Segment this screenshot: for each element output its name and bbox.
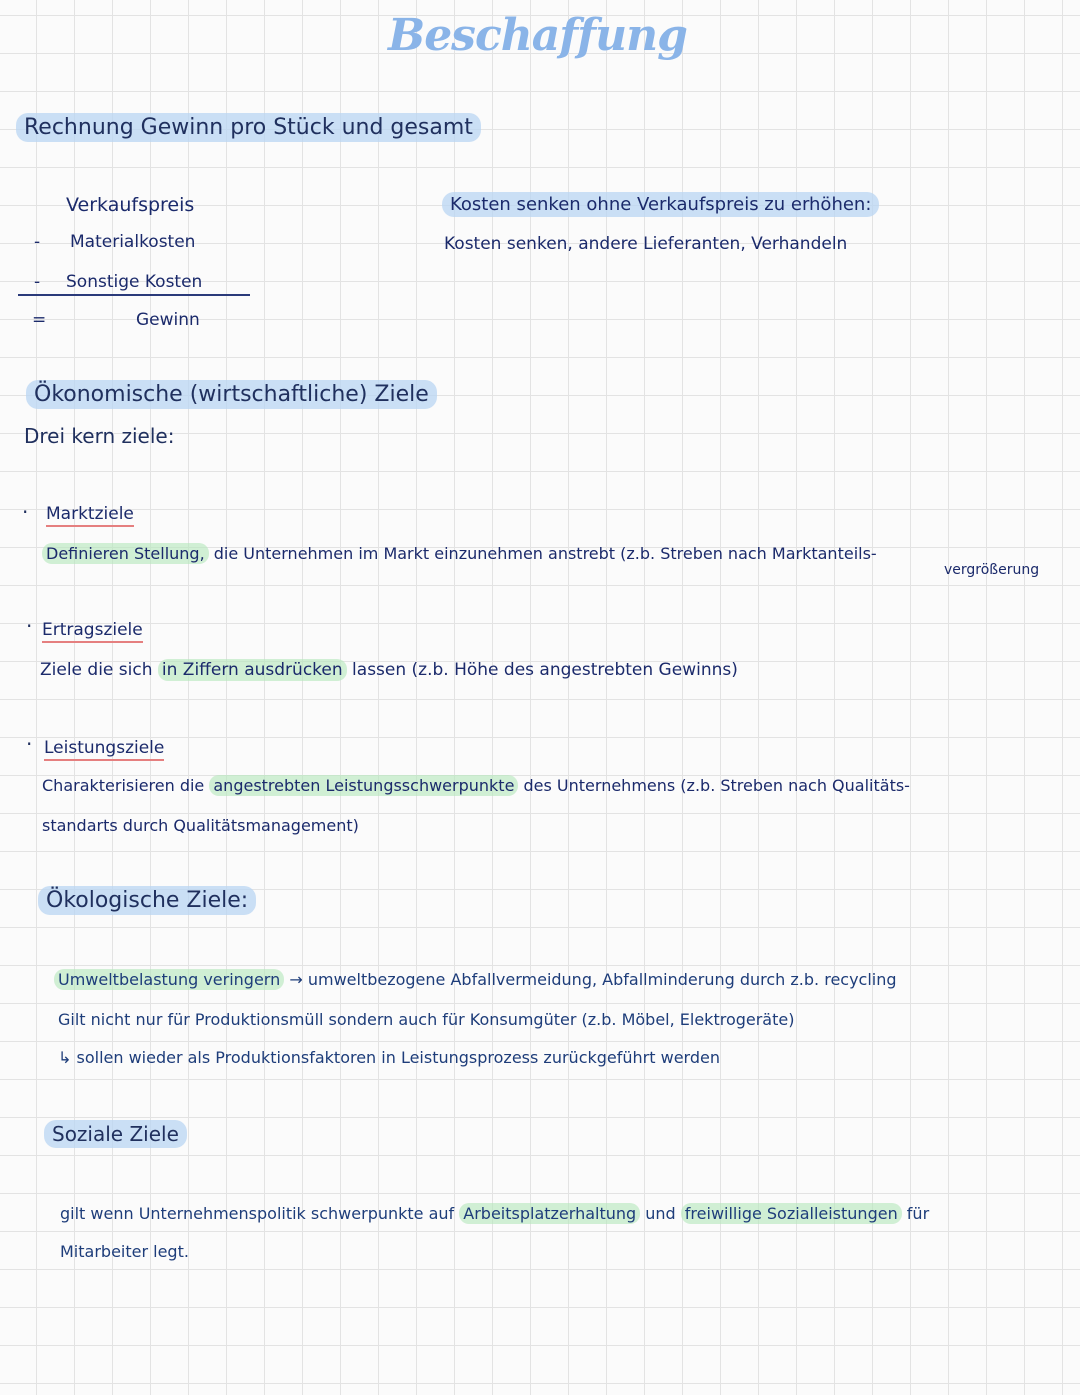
leistungsziele-text-cont: standarts durch Qualitätsmanagement) [42,816,359,835]
sozial-heading [44,1122,187,1146]
ertragsziele-text [40,660,738,680]
oekologisch-line1-hl: Umweltbelastung veringern [54,969,284,990]
calc-op-minus-2: - [34,272,41,292]
bullet-marktziele: · [22,500,29,524]
oekologisch-line3: ↳ sollen wieder als Produktionsfaktoren in Leistungsprozess zurückgeführt werden [58,1048,720,1067]
sozial-line1-hl2: freiwillige Sozialleistungen [681,1203,902,1224]
leistungsziele-title [44,738,164,758]
kosten-senken-heading-text: Kosten senken ohne Verkaufspreis zu erhöhen: [442,192,879,217]
leistungsziele-text [42,776,910,795]
calc-verkaufspreis: Verkaufspreis [66,194,195,216]
sozial-line1-mid: und [645,1204,676,1223]
rechnung-heading-text: Rechnung Gewinn pro Stück und gesamt [16,113,481,142]
ertragsziele-text-pre: Ziele die sich [40,660,153,680]
calc-op-minus-1: - [34,232,41,252]
bullet-ertragsziele: · [26,614,33,638]
ertragsziele-text-hl: in Ziffern ausdrücken [158,659,347,681]
calc-materialkosten: Materialkosten [70,232,196,252]
ertragsziele-title [42,620,143,640]
marktziele-text-hl: Definieren Stellung, [42,543,209,564]
rechnung-heading [16,115,481,140]
sozial-line2: Mitarbeiter legt. [60,1242,189,1261]
oekologisch-heading-text: Ökologische Ziele: [38,886,256,915]
marktziele-text [42,544,877,563]
kosten-senken-heading [442,194,879,215]
sozial-line1 [60,1204,929,1223]
page-title: Beschaffung [388,10,687,61]
sozial-heading-text: Soziale Ziele [44,1120,187,1148]
leistungsziele-text-hl: angestrebten Leistungsschwerpunkte [209,775,518,796]
sozial-line1-pre: gilt wenn Unternehmenspolitik schwerpunkte auf [60,1204,455,1223]
oekologisch-line1-body: → umweltbezogene Abfallvermeidung, Abfallminderung durch z.b. recycling [289,970,897,989]
kosten-senken-text: Kosten senken, andere Lieferanten, Verhandeln [444,234,848,254]
marktziele-text-body: die Unternehmen im Markt einzunehmen anstrebt (z.b. Streben nach Marktanteils- [213,544,877,563]
leistungsziele-title-text: Leistungsziele [44,738,164,761]
sozial-line1-hl1: Arbeitsplatzerhaltung [459,1203,640,1224]
sozial-line1-post: für [906,1204,930,1223]
marktziele-title-text: Marktziele [46,504,134,527]
calc-sonstige-kosten: Sonstige Kosten [66,272,203,292]
ertragsziele-text-body: lassen (z.b. Höhe des angestrebten Gewinns) [352,660,738,680]
oekologisch-heading [38,888,256,913]
oekonomisch-heading [26,382,437,407]
calc-sum-line [18,294,250,296]
marktziele-title [46,504,134,524]
oekonomisch-subheading: Drei kern ziele: [24,424,175,448]
leistungsziele-text-body: des Unternehmens (z.b. Streben nach Qualitäts- [523,776,910,795]
bullet-leistungsziele: · [26,732,33,756]
ertragsziele-title-text: Ertragsziele [42,620,143,643]
leistungsziele-text-pre: Charakterisieren die [42,776,205,795]
oekologisch-line1 [54,970,897,989]
calc-gewinn: Gewinn [136,310,200,330]
oekologisch-line2: Gilt nicht nur für Produktionsmüll sondern auch für Konsumgüter (z.b. Möbel, Elektrogeräte) [58,1010,795,1029]
marktziele-text-cont: vergrößerung [944,562,1040,578]
calc-op-equals: = [32,310,47,330]
oekonomisch-heading-text: Ökonomische (wirtschaftliche) Ziele [26,380,437,409]
